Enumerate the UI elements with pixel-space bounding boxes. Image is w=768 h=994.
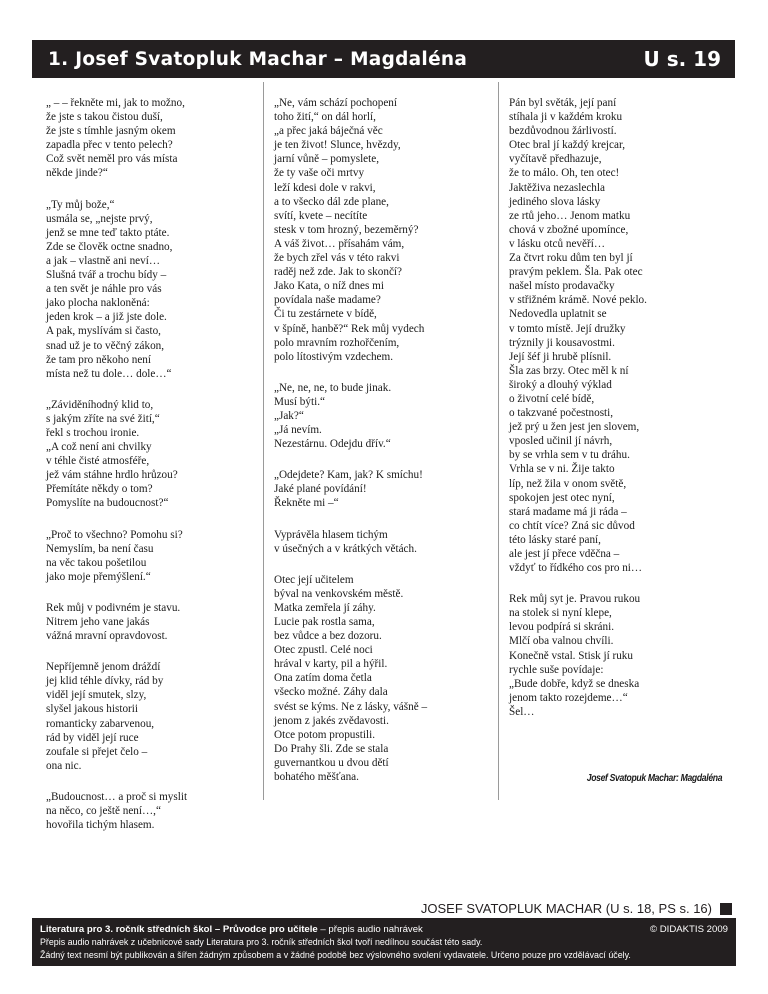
poem-line: Nitrem jeho vane jakás <box>46 616 150 628</box>
poem-line: Otec její učitelem <box>274 573 354 586</box>
source-text: JOSEF SVATOPLUK MACHAR (U s. 18, PS s. 16) <box>420 901 712 916</box>
poem-line: že tam pro někoho není <box>46 353 152 366</box>
poem-line: jeden krok – a již jste dole. <box>46 311 167 324</box>
poem-line: leží kdesi dole v rakvi, <box>274 181 376 194</box>
poem-line: jenom takto rozejdeme…“ <box>509 691 628 704</box>
poem-stanza <box>46 398 263 511</box>
poem-line: zoufale si přejet čelo – <box>46 745 148 758</box>
poem-line: jež vám stáhne hrdlo hrůzou? <box>46 469 178 482</box>
footer-row-1 <box>40 923 728 936</box>
poem-line: a to všecko dál zde plane, <box>274 195 389 208</box>
source-reference <box>421 901 732 916</box>
poem-line: že bych zřel vás v této rakvi <box>274 252 400 265</box>
poem-stanza <box>274 573 498 784</box>
poem-line: Přemítáte někdy o tom? <box>46 483 153 496</box>
poem-line: jako moje přemýšlení.“ <box>46 570 151 583</box>
poem-column-1 <box>32 82 264 832</box>
poem-line: býval na venkovském městě. <box>274 587 404 600</box>
poem-line: vždyť to řídkého cos pro ni… <box>509 562 643 575</box>
poem-line: Šla zas brzy. Otec měl k ní <box>509 364 629 377</box>
poem-line: vposled učinil jí návrh, <box>509 435 613 448</box>
footer-note-2: Žádný text nesmí být publikován a šířen žádným způsobem a v žádné podobě bez výslovného svolení vydavatele. Určeno pouze pro vzdělávací účely. <box>40 949 631 960</box>
poem-line: stíhala ji v každém kroku <box>509 111 623 124</box>
poem-line: viděl její smutek, slzy, <box>46 689 147 702</box>
poem-stanza <box>46 528 263 584</box>
page-title: 1. Josef Svatopluk Machar – Magdaléna <box>48 48 468 70</box>
poem-line: slyšel jakous historii <box>46 703 138 716</box>
poem-line: Rek můj v podivném je stavu. <box>46 601 181 614</box>
poem-line: vážná mravní opravdovost. <box>46 630 168 643</box>
poem-line: rychle suše povídaje: <box>509 663 604 676</box>
poem-line: řekl s trochou ironie. <box>46 426 140 439</box>
poem-line: Rek můj syt je. Pravou rukou <box>509 593 641 606</box>
poem-line: v lásku otců nevěří… <box>509 237 606 250</box>
poem-stanza <box>509 592 736 719</box>
poem-line: Zde se člověk octne snadno, <box>46 240 173 253</box>
poem-line: v špíně, hanbě?“ Rek můj vydech <box>274 322 425 335</box>
footer-book-info <box>40 923 423 936</box>
page-footer <box>32 918 736 966</box>
poem-line: Konečně vstal. Stisk jí ruku <box>509 649 633 662</box>
poem-line: zapadla přec v tento pelech? <box>46 139 173 152</box>
poem-line: snad už je to věčný zákon, <box>46 339 165 352</box>
poem-stanza <box>274 96 498 364</box>
poem-line: hrával v karty, pil a hýřil. <box>274 658 388 671</box>
poem-line: že jste s takou čistou duší, <box>46 111 163 124</box>
poem-line: „Budoucnost… a proč si myslit <box>46 790 188 803</box>
poem-line: že jste s tímhle jasným okem <box>46 125 176 138</box>
poem-stanza <box>46 96 263 181</box>
poem-line: chová v zbožné upomínce, <box>509 223 629 236</box>
poem-line: Její šéf ji hrubě plísnil. <box>509 350 612 363</box>
poem-line: Pomyslíte na budoucnost?“ <box>46 497 169 510</box>
poem-line: jež prý u žen jest jen slovem, <box>509 421 640 434</box>
poem-line: romanticky zabarvenou, <box>46 717 155 730</box>
poem-line: líp, než žila v onom světě, <box>509 477 627 490</box>
poem-stanza <box>274 528 498 556</box>
poem-line: Což svět neměl pro vás místa <box>46 153 178 166</box>
poem-line: hovořila tichým hlasem. <box>46 819 155 832</box>
poem-line: Matka zemřela jí záhy. <box>274 601 376 614</box>
poem-line: široký a dlouhý výklad <box>509 378 612 391</box>
poem-line: ale jest jí přece vděčna – <box>509 548 620 560</box>
poem-line: na stolek si nyní klepe, <box>509 607 612 620</box>
poem-line: „Ne, ne, ne, to bude jinak. <box>274 381 392 394</box>
poem-stanza <box>46 790 263 832</box>
poem-line: Ona zatím doma četla <box>274 672 372 685</box>
poem-line: o životní celé bídě, <box>509 392 595 405</box>
poem-line: Otec zpustl. Celé noci <box>274 644 373 657</box>
poem-line: vyčítavě předhazuje, <box>509 153 602 166</box>
poem-line: této lásky staré paní, <box>509 533 601 546</box>
poem-line: bezdůvodnou žárlivostí. <box>509 125 617 138</box>
poem-line: Šel… <box>509 705 535 718</box>
poem-line: ze rtů jeho… Jenom matku <box>509 209 631 222</box>
poem-line: by se vrhla sem v tu dráhu. <box>509 449 630 462</box>
poem-line: „Jak?“ <box>274 409 304 422</box>
poem-line: Slušná tvář a trochu bídy – <box>46 269 167 282</box>
poem-line: Jaké plané povídání! <box>274 483 367 496</box>
poem-line: někde jinde?“ <box>46 167 108 180</box>
poem-line: v téhle čisté atmosféře, <box>46 455 150 468</box>
page-header <box>32 40 735 78</box>
poem-line: Řekněte mi –“ <box>274 497 339 510</box>
poem-line: s jakým zříte na své žití,“ <box>46 412 160 425</box>
poem-line: A pak, myslívám si často, <box>46 325 161 338</box>
poem-line: bez vůdce a bez dozoru. <box>274 630 382 643</box>
poem-line: povídala naše madame? <box>274 294 381 307</box>
poem-line: Pán byl světák, její paní <box>509 97 617 109</box>
poem-line: jarní vůně – pomyslete, <box>274 153 380 166</box>
poem-line: Nezestárnu. Odejdu dřív.“ <box>274 438 391 451</box>
poem-stanza <box>274 381 498 451</box>
poem-line: pravým peklem. Šla. Pak otec <box>509 266 643 279</box>
poem-line: v střižném krámě. Nové peklo. <box>509 294 647 307</box>
poem-line: stesk v tom hrozný, bezeměrný? <box>274 223 419 236</box>
poem-line: ona nic. <box>46 759 82 772</box>
poem-line: levou podpírá si skráni. <box>509 621 615 634</box>
poem-line: spokojen jest otec nyní, <box>509 491 615 504</box>
poem-line: stará madame má ji ráda – <box>509 505 627 518</box>
poem-line: „a přec jaká báječná věc <box>274 125 383 138</box>
poem-line: raděj než zde. Jak to skončí? <box>274 266 402 279</box>
footer-copyright: © DIDAKTIS 2009 <box>650 924 728 935</box>
poem-line: o takzvané počestnosti, <box>509 407 614 420</box>
poem-line: a ten svět je náhle pro vás <box>46 283 162 296</box>
poem-stanza <box>46 660 263 773</box>
poem-line: všecko možné. Záhy dala <box>274 686 388 699</box>
poem-line: Nemyslím, ba není času <box>46 542 154 555</box>
poem-stanza <box>46 601 263 643</box>
poem-line: jako plocha nakloněná: <box>46 297 150 310</box>
poem-line: Za čtvrt roku dům ten byl jí <box>509 252 633 265</box>
poem-line: „Ty můj bože,“ <box>46 198 115 211</box>
poem-line: jenom z jakés zvědavosti. <box>274 714 389 727</box>
page-reference: U s. 19 <box>643 47 721 71</box>
poem-line: Otec bral jí každý krejcar, <box>509 139 626 152</box>
poem-line: a jak – vlastně ani neví… <box>46 254 161 267</box>
poem-line: Jaktěživa nezaslechla <box>509 181 605 194</box>
poem-line: že ty vaše oči mrtvy <box>274 167 365 180</box>
footer-note-1: Přepis audio nahrávek z učebnicové sady Literatura pro 3. ročník středních škol tvoří nedílnou součást této sady. <box>40 937 483 947</box>
poem-line: toho žití,“ on dál horlí, <box>274 111 376 124</box>
poem-line: polo mravním rozhořčením, <box>274 336 400 349</box>
poem-line: rád by viděl její ruce <box>46 731 139 744</box>
square-marker-icon <box>720 903 732 915</box>
poem-line: Lucie pak rostla sama, <box>274 616 375 628</box>
poem-column-3 <box>499 82 736 800</box>
poem-line: co chtít více? Zná sic důvod <box>509 519 635 532</box>
poem-line: Mlčí oba valnou chvíli. <box>509 635 614 648</box>
poem-line: „Ne, vám schází pochopení <box>274 97 398 109</box>
poem-line: „Bude dobře, když se dneska <box>509 677 640 690</box>
poem-line: Nepříjemně jenom dráždí <box>46 661 161 674</box>
poem-line: „Proč to všechno? Pomohu si? <box>46 528 183 541</box>
poem-line: svést se kýms. Ne z lásky, vášně – <box>274 700 428 713</box>
poem-line: trýznily ji kousavostmi. <box>509 336 615 349</box>
poem-line: místa než tu dole… dole…“ <box>46 367 172 380</box>
poem-stanza <box>46 198 263 381</box>
poem-signature: Josef Svatopuk Machar: Magdaléna <box>586 772 722 784</box>
poem-line: „Záviděníhodný klid to, <box>46 398 154 411</box>
poem-line: Či tu zestárnete v bídě, <box>274 308 377 321</box>
poem-line: bohatého měšťana. <box>274 771 359 784</box>
poem-line: našel místo prodavačky <box>509 280 615 293</box>
poem-columns <box>32 82 736 832</box>
footer-book-title: Literatura pro 3. ročník středních škol – Průvodce pro učitele <box>40 924 318 935</box>
poem-line: guvernantkou u dvou dětí <box>274 756 389 769</box>
poem-line: že to málo. Oh, ten otec! <box>509 167 620 180</box>
poem-line: Nedovedla uplatnit se <box>509 308 607 321</box>
poem-line: v úsečných a v krátkých větách. <box>274 542 417 555</box>
poem-line: „Já nevím. <box>274 424 322 437</box>
footer-book-subtitle: – přepis audio nahrávek <box>317 924 423 935</box>
poem-line: Vrhla se v ni. Žije takto <box>509 463 615 476</box>
poem-line: Vyprávěla hlasem tichým <box>274 528 388 541</box>
poem-line: A váš život… přísahám vám, <box>274 237 405 250</box>
poem-line: jediného slova lásky <box>509 195 601 208</box>
poem-stanza <box>274 468 498 510</box>
poem-line: v tomto místě. Její družky <box>509 322 626 335</box>
poem-line: „A což není ani chvilky <box>46 441 152 454</box>
poem-line: „Odejdete? Kam, jak? K smíchu! <box>274 469 423 482</box>
poem-line: jej klid téhle dívky, rád by <box>46 675 164 688</box>
poem-line: Musí býti.“ <box>274 395 325 408</box>
poem-column-2 <box>264 82 499 800</box>
poem-line: Otce potom propustili. <box>274 728 375 741</box>
poem-line: usmála se, „nejste prvý, <box>46 212 153 225</box>
poem-line: je ten život! Slunce, hvězdy, <box>274 139 401 152</box>
poem-line: jenž se mne teď takto ptáte. <box>46 226 170 239</box>
poem-line: svítí, kvete – necítíte <box>274 209 368 222</box>
poem-line: Jako Kata, o níž dnes mi <box>274 280 384 293</box>
poem-stanza <box>509 96 736 575</box>
poem-line: polo lítostivým vzdechem. <box>274 350 394 363</box>
poem-line: „ – – řekněte mi, jak to možno, <box>46 97 185 109</box>
poem-line: na věc takou pošetilou <box>46 556 147 569</box>
poem-line: Do Prahy šli. Zde se stala <box>274 742 389 755</box>
poem-line: na něco, co ještě není…,“ <box>46 805 161 818</box>
